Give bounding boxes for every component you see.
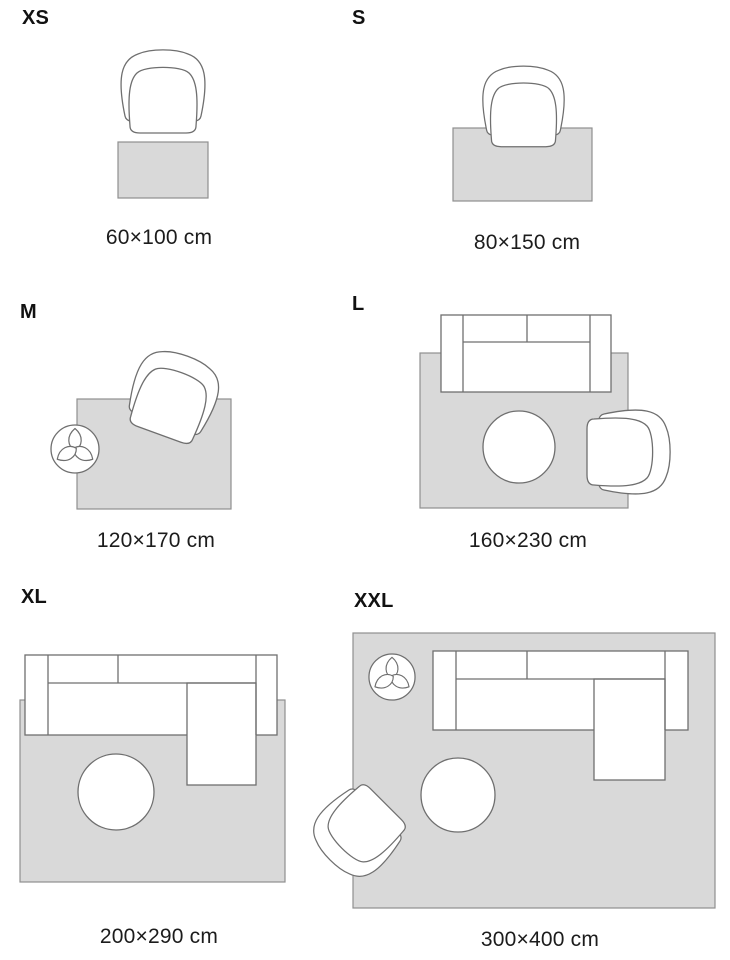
size-label-l: L	[352, 293, 365, 315]
coffee-table-icon	[421, 758, 495, 832]
coffee-table-icon	[78, 754, 154, 830]
armchair-icon	[121, 50, 205, 133]
s-diagram	[453, 66, 592, 201]
size-label-s: S	[352, 7, 366, 29]
xs-diagram	[118, 50, 208, 198]
armchair-icon	[587, 410, 670, 494]
size-label-m: M	[20, 301, 37, 323]
size-label-xs: XS	[22, 7, 50, 29]
size-dimensions-l: 160×230 cm	[468, 529, 588, 552]
m-diagram	[51, 342, 231, 509]
xxl-diagram	[302, 633, 715, 908]
size-dimensions-xxl: 300×400 cm	[480, 928, 600, 951]
sofa-icon	[441, 315, 611, 392]
size-label-xl: XL	[21, 586, 47, 608]
size-dimensions-xs: 60×100 cm	[105, 226, 213, 249]
size-dimensions-xl: 200×290 cm	[99, 925, 219, 948]
xl-diagram	[20, 655, 285, 882]
size-dimensions-s: 80×150 cm	[473, 231, 581, 254]
armchair-icon	[483, 66, 564, 147]
size-label-xxl: XXL	[354, 590, 394, 612]
coffee-table-icon	[483, 411, 555, 483]
l-diagram	[420, 315, 670, 508]
plant-icon	[51, 425, 99, 473]
rug-swatch-xs	[118, 142, 208, 198]
size-dimensions-m: 120×170 cm	[96, 529, 216, 552]
plant-icon	[369, 654, 415, 700]
